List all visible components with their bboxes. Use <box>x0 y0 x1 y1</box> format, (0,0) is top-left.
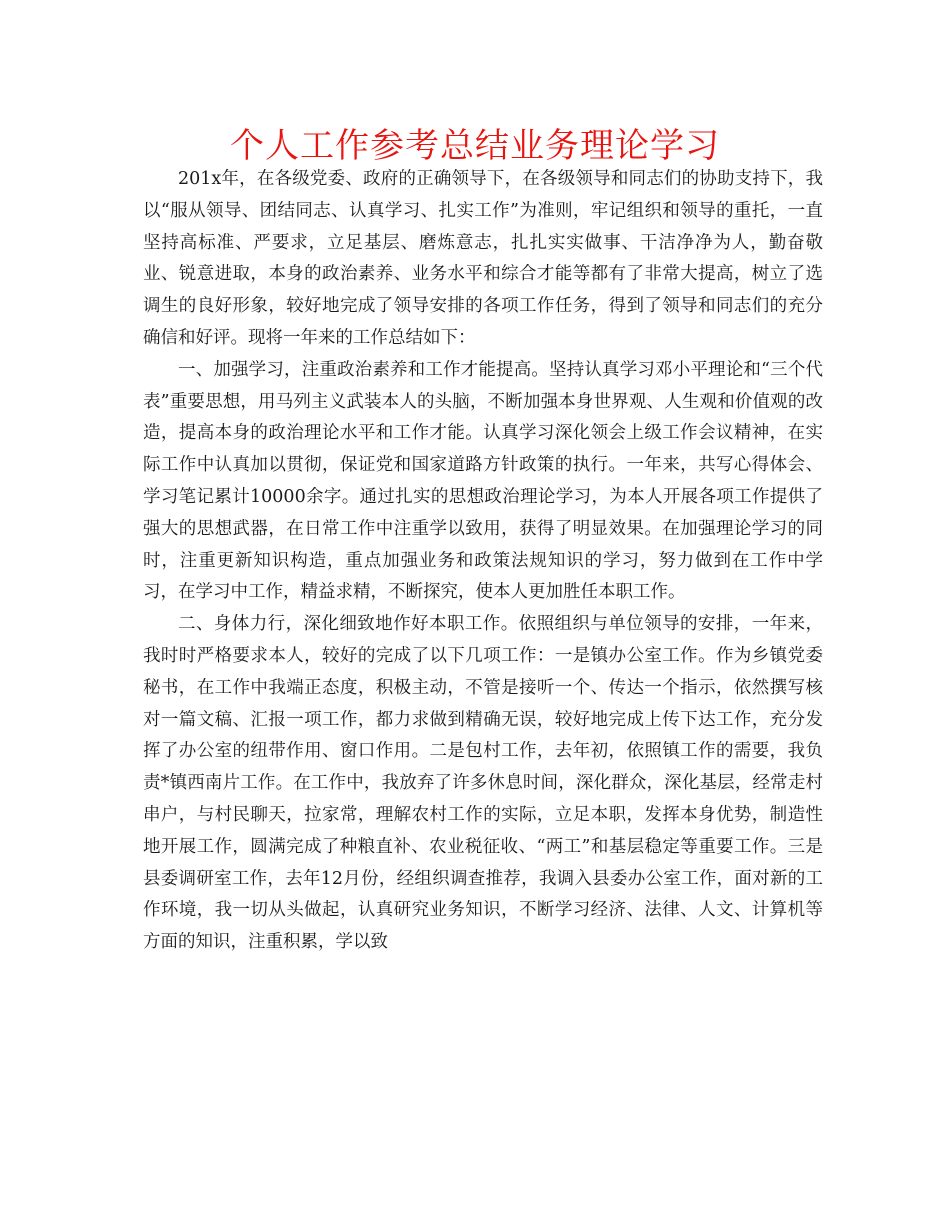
paragraph-section-one: 一、加强学习，注重政治素养和工作才能提高。坚持认真学习邓小平理论和“三个代表”重要思想，用马列主义武装本人的头脑，不断加强本身世界观、人生观和价值观的改造，提高本身的政治理论水平和工作才能。认真学习深化领会上级工作会议精神，在实际工作中认真加以贯彻，保证党和国家道路方针政策的执行。一年来，共写心得体会、学习笔记累计10000余字。通过扎实的思想政治理论学习，为本人开展各项工作提供了强大的思想武器，在日常工作中注重学以致用，获得了明显效果。在加强理论学习的同时，注重更新知识构造，重点加强业务和政策法规知识的学习，努力做到在工作中学习，在学习中工作，精益求精，不断探究，使本人更加胜任本职工作。 <box>143 359 823 603</box>
document-body <box>143 164 823 959</box>
paragraph-section-two: 二、身体力行，深化细致地作好本职工作。依照组织与单位领导的安排，一年来，我时时严格要求本人，较好的完成了以下几项工作：一是镇办公室工作。作为乡镇党委秘书，在工作中我端正态度，积极主动，不管是接听一个、传达一个指示，依然撰写核对一篇文稿、汇报一项工作，都力求做到精确无误，较好地完成上传下达工作，充分发挥了办公室的纽带作用、窗口作用。二是包村工作，去年初，依照镇工作的需要，我负责*镇西南片工作。在工作中，我放弃了许多休息时间，深化群众，深化基层，经常走村串户，与村民聊天，拉家常，理解农村工作的实际，立足本职，发挥本身优势，制造性地开展工作，圆满完成了种粮直补、农业税征收、“两工”和基层稳定等重要工作。三是县委调研室工作，去年12月份，经组织调查推荐，我调入县委办公室工作，面对新的工作环境，我一切从头做起，认真研究业务知识，不断学习经济、法律、人文、计算机等方面的知识，注重积累，学以致 <box>143 614 823 953</box>
paragraph-intro: 201x年，在各级党委、政府的正确领导下，在各级领导和同志们的协助支持下，我以“服从领导、团结同志、认真学习、扎实工作”为准则，牢记组织和领导的重托，一直坚持高标准、严要求，立足基层、磨炼意志，扎扎实实做事、干洁净净为人，勤奋敬业、锐意进取，本身的政治素养、业务水平和综合才能等都有了非常大提高，树立了选调生的良好形象，较好地完成了领导安排的各项工作任务，得到了领导和同志们的充分确信和好评。现将一年来的工作总结如下： <box>143 169 823 348</box>
document-title: 个人工作参考总结业务理论学习 <box>230 126 720 166</box>
